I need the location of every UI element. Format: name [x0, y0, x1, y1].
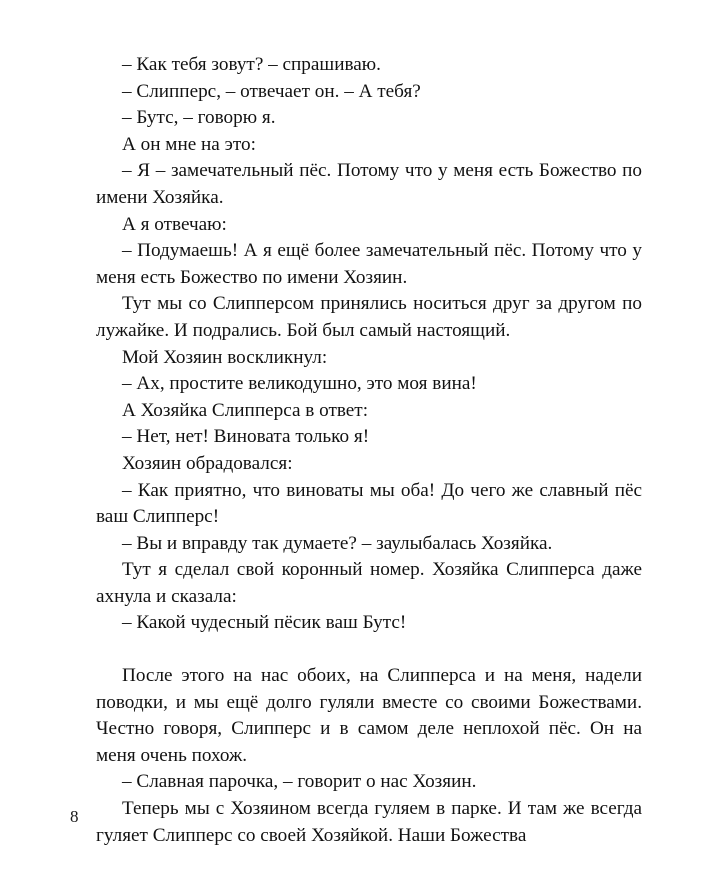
paragraph: А Хозяйка Слипперса в ответ:: [122, 399, 369, 421]
text-block-first: [96, 52, 642, 637]
paragraph: – Ах, простите великодушно, это моя вина!: [122, 373, 477, 395]
paragraph: – Бутс, – говорю я.: [122, 107, 276, 129]
paragraph: А я отвечаю:: [122, 213, 227, 235]
page-number: 8: [70, 807, 79, 826]
paragraph: – Слипперс, – отвечает он. – А тебя?: [122, 80, 421, 102]
paragraph: Хозяин обрадовался:: [122, 452, 293, 474]
paragraph: – Как приятно, что виноваты мы оба! До чего же славный пёс ваш Слипперс!: [96, 479, 642, 528]
paragraph: Мой Хозяин воскликнул:: [122, 346, 328, 368]
paragraph: Теперь мы с Хозяином всегда гуляем в парке. И там же всегда гуляет Слипперс со своей Хозяйкой. Наши Божества: [96, 798, 642, 846]
paragraph: Тут мы со Слипперсом принялись носиться друг за другом по лужайке. И подрались. Бой был самый настоящий.: [96, 293, 642, 341]
paragraph: – Вы и вправду так думаете? – заулыбалась Хозяйка.: [122, 532, 553, 554]
paragraph: – Нет, нет! Виновата только я!: [122, 426, 370, 448]
section-break: [96, 637, 642, 663]
paragraph: – Как тебя зовут? – спрашиваю.: [122, 54, 381, 75]
paragraph: – Славная парочка, – говорит о нас Хозяин.: [122, 771, 477, 793]
paragraph: Тут я сделал свой коронный номер. Хозяйка Слипперса даже ахнула и сказала:: [96, 559, 642, 607]
paragraph: А он мне на это:: [122, 133, 256, 155]
page-body: [96, 52, 642, 849]
paragraph: После этого на нас обоих, на Слипперса и на меня, надели поводки, и мы ещё долго гуляли вместе со своими Божествами. Честно говоря, Слипперс и в самом деле неплохой пёс. Он на меня очень похож.: [96, 665, 642, 766]
paragraph: – Я – замечательный пёс. Потому что у меня есть Божество по имени Хозяйка.: [96, 160, 642, 208]
text-block-second: [96, 663, 642, 849]
paragraph: – Какой чудесный пёсик ваш Бутс!: [122, 612, 407, 634]
paragraph: – Подумаешь! А я ещё более замечательный пёс. Потому что у меня есть Божество по имени Хозяин.: [96, 240, 642, 288]
